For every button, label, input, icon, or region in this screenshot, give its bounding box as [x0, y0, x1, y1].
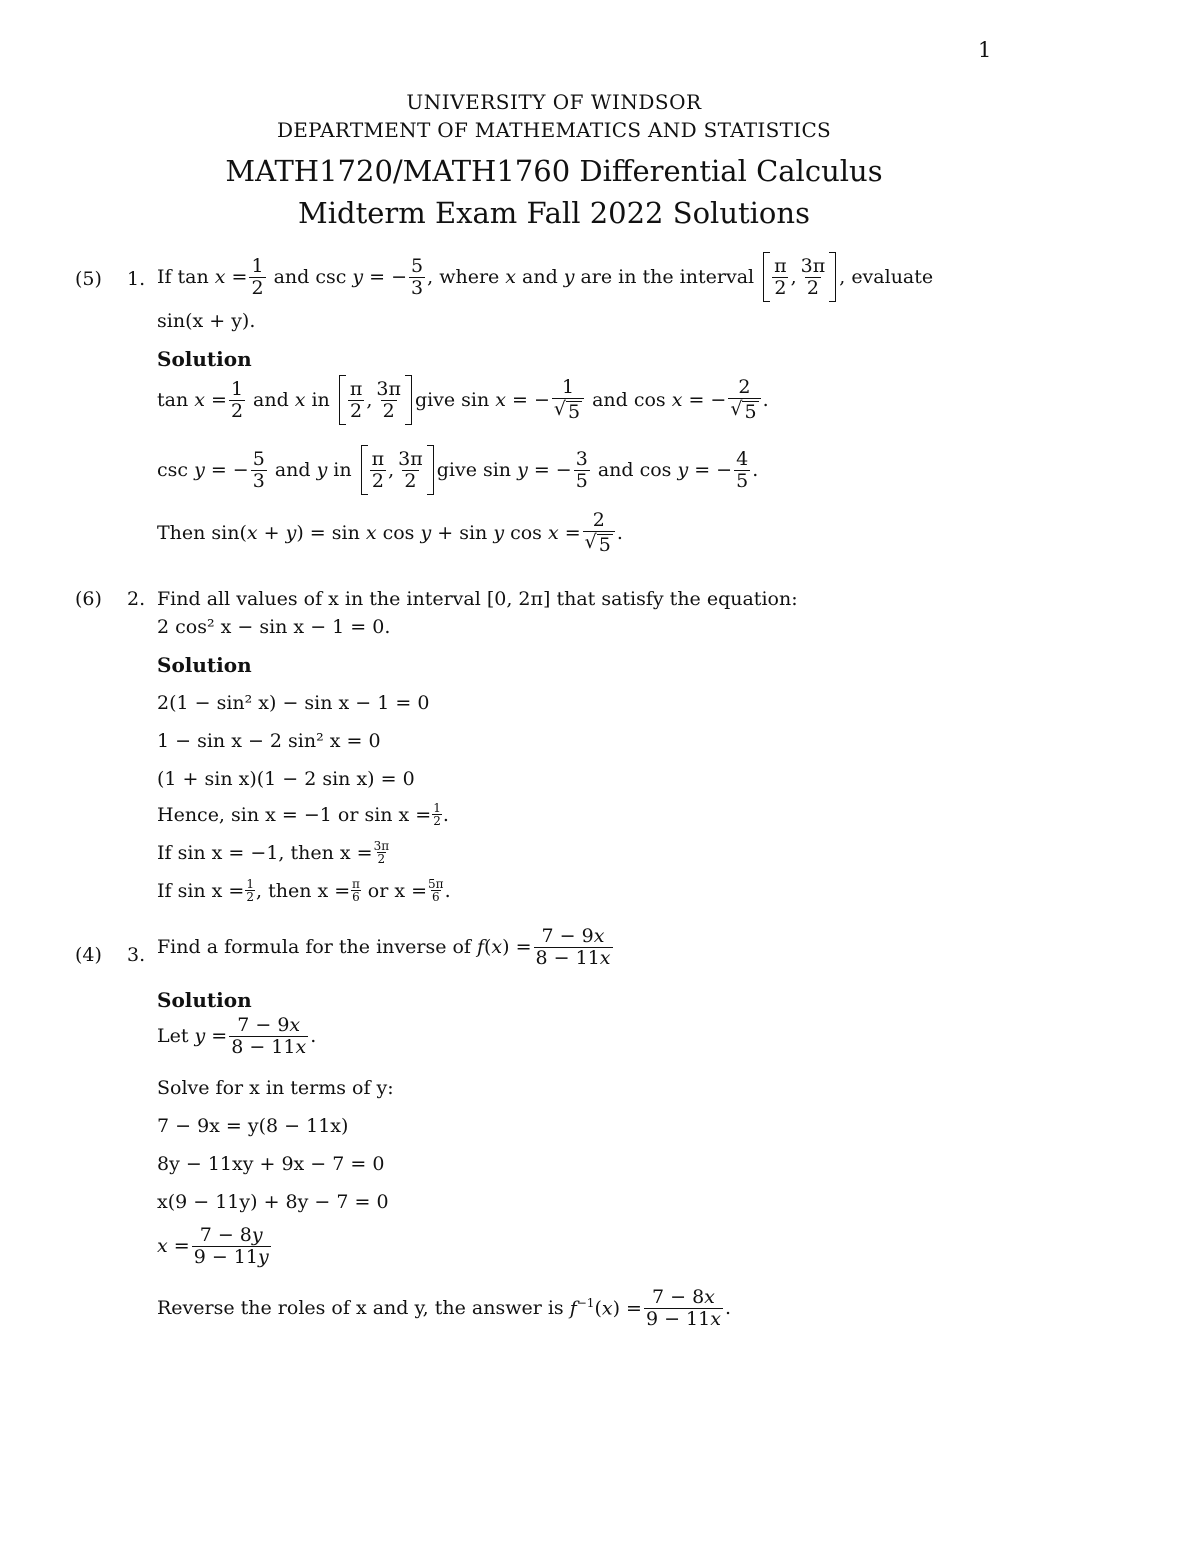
q3-step3: x(9 − 11y) + 8y − 7 = 0 — [157, 1191, 389, 1213]
q3-step2: 8y − 11xy + 9x − 7 = 0 — [157, 1153, 385, 1175]
q1-solution-result: Then sin(x + y) = sin x cos y + sin y cos x = 2 √ 5 . — [157, 509, 623, 556]
q3-x-solution: x = $\frac{7 - 8y}{9 - 11y}$ — [157, 1224, 269, 1268]
q2-hence: Hence, sin x = −1 or sin x = $\frac{1}{2}$ . — [157, 801, 449, 828]
q2-step2: 1 − sin x − 2 sin² x = 0 — [157, 730, 381, 752]
q3-solve: Solve for x in terms of y: — [157, 1077, 394, 1099]
q3-marks: (4) — [75, 944, 102, 966]
course-title: MATH1720/MATH1760 Differential Calculus — [225, 154, 883, 188]
q2-marks: (6) — [75, 588, 102, 610]
q3-prompt: Find a formula for the inverse of f(x) = $\frac{7 - 9x}{8 - 11x}$ — [157, 925, 611, 969]
q3-number: 3. — [127, 944, 146, 966]
q1-number: 1. — [127, 268, 146, 290]
department-name: DEPARTMENT OF MATHEMATICS AND STATISTICS — [276, 118, 832, 142]
university-name: UNIVERSITY OF WINDSOR — [406, 90, 702, 114]
q1-solution-step1: tan x = $\frac{1}{2}$ and x in $\frac{\pi}{2}$ , $\frac{3\pi}{2}$ give sin x = − 1 √ 5 and cos x = − 2 √ 5 . — [157, 376, 769, 423]
q3-solution-label: Solution — [157, 988, 252, 1012]
q2-prompt: Find all values of x in the interval [0, 2π] that satisfy the equation: — [157, 588, 798, 610]
q2-step1: 2(1 − sin² x) − sin x − 1 = 0 — [157, 692, 430, 714]
q1-solution-label: Solution — [157, 347, 252, 371]
q1-prompt-cont: sin(x + y). — [157, 310, 256, 332]
q3-answer: Reverse the roles of x and y, the answer is $f^{-1}(x)$ = $\frac{7 - 8x}{9 - 11x}$ . — [157, 1286, 731, 1330]
q2-case2: If sin x = $\frac{1}{2}$ , then x = $\frac{\pi}{6}$ or x = $\frac{5\pi}{6}$ . — [157, 877, 451, 904]
exam-title: Midterm Exam Fall 2022 Solutions — [298, 196, 810, 230]
q1-prompt: If tan x = $\frac{1}{2}$ and csc y = − $\frac{5}{3}$ , where x and y are in the interval $\frac{\pi}{2}$ , $\frac{3\pi}{2}$ , evaluate — [157, 252, 933, 302]
q3-step1: 7 − 9x = y(8 − 11x) — [157, 1115, 349, 1137]
q1-marks: (5) — [75, 268, 102, 290]
q2-case1: If sin x = −1, then x = $\frac{3\pi}{2}$ — [157, 839, 390, 866]
q2-number: 2. — [127, 588, 146, 610]
q2-solution-label: Solution — [157, 653, 252, 677]
q3-let: Let y = $\frac{7 - 9x}{8 - 11x}$ . — [157, 1014, 317, 1058]
q2-step3: (1 + sin x)(1 − 2 sin x) = 0 — [157, 768, 415, 790]
q1-solution-step2: csc y = − $\frac{5}{3}$ and y in $\frac{\pi}{2}$ , $\frac{3\pi}{2}$ give sin y = − $\frac{3}{5}$ and cos y = − $\frac{4}{5}$ . — [157, 445, 758, 495]
q2-equation: 2 cos² x − sin x − 1 = 0. — [157, 616, 391, 638]
page-number: 1 — [978, 38, 992, 62]
